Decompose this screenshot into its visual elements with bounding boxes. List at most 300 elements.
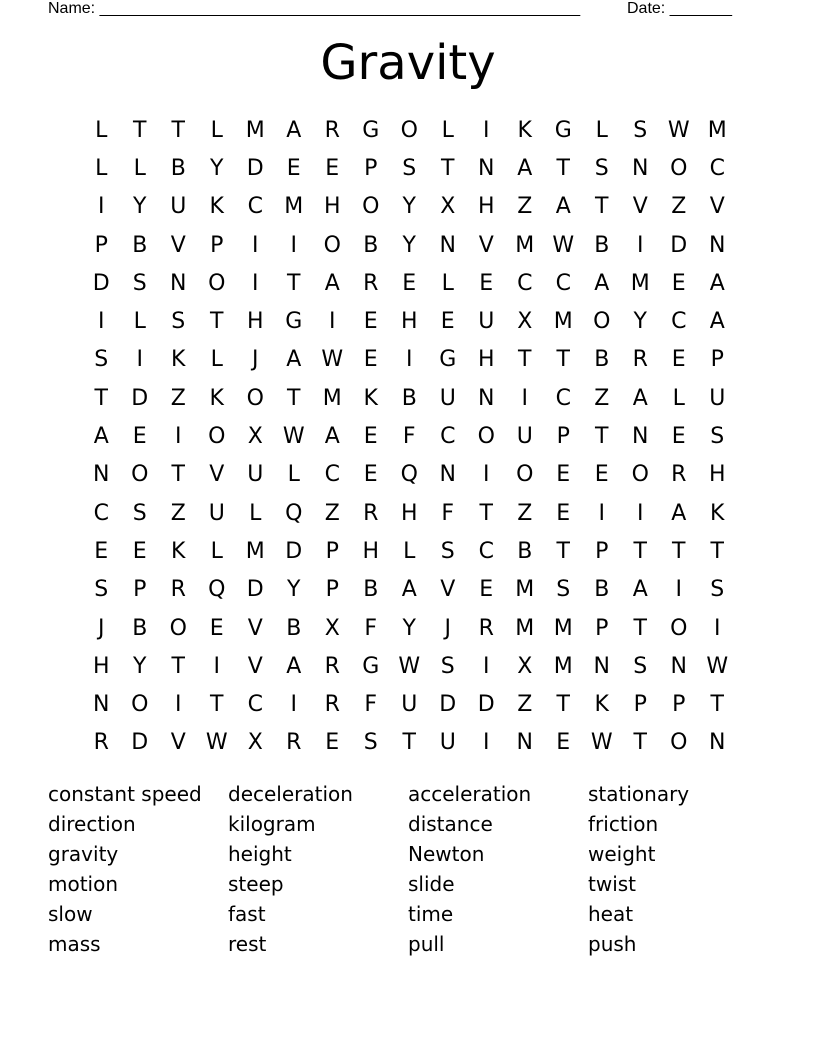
grid-letter[interactable]: M [515,615,535,641]
grid-letter[interactable]: O [631,462,649,488]
grid-letter[interactable]: H [477,194,495,220]
grid-letter[interactable]: D [285,538,303,564]
grid-letter[interactable]: H [323,194,341,220]
grid-letter[interactable]: Z [594,385,610,411]
grid-letter[interactable]: I [483,730,490,756]
grid-letter[interactable]: F [402,424,416,450]
grid-letter[interactable]: Z [517,194,533,220]
grid-letter[interactable]: H [400,309,418,335]
grid-letter[interactable]: Z [517,500,533,526]
grid-letter[interactable]: E [440,309,455,335]
grid-letter[interactable]: V [209,462,225,488]
grid-letter[interactable]: B [132,615,148,641]
grid-letter[interactable]: J [444,615,451,641]
grid-letter[interactable]: T [171,653,185,679]
grid-letter[interactable]: T [287,270,301,296]
grid-letter[interactable]: K [171,538,186,564]
grid-letter[interactable]: I [98,309,105,335]
grid-letter[interactable]: E [363,424,378,450]
grid-letter[interactable]: W [590,730,613,756]
grid-letter[interactable]: D [670,232,688,258]
grid-letter[interactable]: E [479,270,494,296]
grid-letter[interactable]: H [246,309,264,335]
grid-letter[interactable]: P [672,692,686,718]
grid-letter[interactable]: S [363,730,378,756]
grid-letter[interactable]: Q [208,577,226,603]
grid-letter[interactable]: N [632,155,649,181]
grid-letter[interactable]: D [246,155,264,181]
grid-letter[interactable]: A [286,117,302,143]
grid-letter[interactable]: Q [285,500,303,526]
grid-letter[interactable]: B [594,577,610,603]
grid-letter[interactable]: V [170,730,186,756]
grid-letter[interactable]: B [132,232,148,258]
grid-letter[interactable]: U [170,194,187,220]
grid-letter[interactable]: R [324,117,340,143]
grid-letter[interactable]: E [671,424,686,450]
grid-letter[interactable]: I [175,424,182,450]
grid-letter[interactable]: H [400,500,418,526]
word-bank-item: pull [408,932,445,956]
grid-letter[interactable]: T [210,692,224,718]
grid-letter[interactable]: B [363,232,379,258]
grid-letter[interactable]: I [406,347,413,373]
grid-letter[interactable]: Z [671,194,687,220]
grid-letter[interactable]: K [171,347,186,373]
grid-letter[interactable]: E [325,155,340,181]
grid-letter[interactable]: T [595,424,609,450]
grid-letter[interactable]: R [671,462,687,488]
grid-letter[interactable]: E [671,347,686,373]
grid-letter[interactable]: E [325,730,340,756]
grid-letter[interactable]: A [286,347,302,373]
grid-letter[interactable]: L [595,117,608,143]
grid-letter[interactable]: U [247,462,264,488]
grid-letter[interactable]: T [595,194,609,220]
grid-letter[interactable]: X [247,730,263,756]
grid-letter[interactable]: I [252,270,259,296]
grid-letter[interactable]: P [210,232,224,258]
grid-letter[interactable]: S [132,270,147,296]
grid-letter[interactable]: I [483,117,490,143]
grid-letter[interactable]: L [210,538,223,564]
grid-letter[interactable]: I [637,500,644,526]
grid-letter[interactable]: I [175,692,182,718]
grid-letter[interactable]: Z [170,500,186,526]
grid-letter[interactable]: A [324,424,340,450]
grid-letter[interactable]: L [95,117,108,143]
grid-letter[interactable]: Z [324,500,340,526]
grid-letter[interactable]: W [321,347,344,373]
grid-letter[interactable]: U [439,385,456,411]
grid-letter[interactable]: P [710,347,724,373]
grid-letter[interactable]: T [633,615,647,641]
grid-letter[interactable]: A [709,270,725,296]
grid-letter[interactable]: A [671,500,687,526]
grid-letter[interactable]: N [593,653,610,679]
grid-letter[interactable]: C [709,155,725,181]
grid-letter[interactable]: S [94,347,109,373]
grid-letter[interactable]: N [170,270,187,296]
grid-letter[interactable]: T [171,117,185,143]
grid-letter[interactable]: M [553,615,573,641]
grid-letter[interactable]: M [553,653,573,679]
grid-letter[interactable]: N [478,385,495,411]
grid-letter[interactable]: L [133,155,146,181]
grid-letter[interactable]: B [594,347,610,373]
grid-letter[interactable]: I [675,577,682,603]
grid-letter[interactable]: F [441,500,455,526]
grid-letter[interactable]: T [402,730,416,756]
grid-letter[interactable]: O [477,424,495,450]
grid-letter[interactable]: A [286,653,302,679]
grid-letter[interactable]: R [324,692,340,718]
grid-letter[interactable]: I [98,194,105,220]
grid-letter[interactable]: S [94,577,109,603]
grid-letter[interactable]: U [208,500,225,526]
grid-letter[interactable]: A [93,424,109,450]
grid-letter[interactable]: B [363,577,379,603]
grid-letter[interactable]: Z [517,692,533,718]
grid-letter[interactable]: I [290,232,297,258]
grid-letter[interactable]: I [637,232,644,258]
grid-letter[interactable]: L [133,309,146,335]
grid-letter[interactable]: T [710,692,724,718]
grid-letter[interactable]: T [171,462,185,488]
grid-letter[interactable]: M [515,232,535,258]
grid-letter[interactable]: L [672,385,685,411]
grid-letter[interactable]: D [92,270,110,296]
grid-letter[interactable]: N [670,653,687,679]
grid-letter[interactable]: U [478,309,495,335]
grid-letter[interactable]: M [284,194,304,220]
grid-letter[interactable]: T [133,117,147,143]
grid-letter[interactable]: P [325,577,339,603]
grid-letter[interactable]: D [131,730,149,756]
grid-letter[interactable]: Y [287,577,301,603]
grid-letter[interactable]: G [362,653,380,679]
grid-letter[interactable]: T [210,309,224,335]
grid-letter[interactable]: Y [133,194,147,220]
grid-letter[interactable]: Q [400,462,418,488]
grid-letter[interactable]: U [401,692,418,718]
grid-letter[interactable]: C [555,270,571,296]
grid-letter[interactable]: T [672,538,686,564]
grid-letter[interactable]: S [440,538,455,564]
grid-letter[interactable]: I [483,653,490,679]
grid-letter[interactable]: S [402,155,417,181]
grid-letter[interactable]: W [282,424,305,450]
grid-letter[interactable]: I [252,232,259,258]
grid-letter[interactable]: V [247,653,263,679]
grid-letter[interactable]: M [553,309,573,335]
grid-letter[interactable]: N [439,462,456,488]
grid-letter[interactable]: C [517,270,533,296]
grid-letter[interactable]: C [247,194,263,220]
grid-letter[interactable]: W [205,730,228,756]
grid-letter[interactable]: Y [402,194,416,220]
grid-letter[interactable]: X [517,309,533,335]
grid-letter[interactable]: O [670,730,688,756]
grid-letter[interactable]: C [324,462,340,488]
grid-letter[interactable]: E [402,270,417,296]
grid-letter[interactable]: R [363,270,379,296]
grid-letter[interactable]: T [518,347,532,373]
grid-letter[interactable]: O [362,194,380,220]
grid-letter[interactable]: M [245,117,265,143]
grid-letter[interactable]: L [210,117,223,143]
grid-letter[interactable]: E [363,462,378,488]
grid-letter[interactable]: M [707,117,727,143]
grid-letter[interactable]: K [363,385,378,411]
grid-letter[interactable]: R [632,347,648,373]
grid-letter[interactable]: X [440,194,456,220]
grid-letter[interactable]: V [170,232,186,258]
grid-letter[interactable]: I [483,462,490,488]
grid-letter[interactable]: D [439,692,457,718]
grid-letter[interactable]: S [594,155,609,181]
name-field-label[interactable]: Name: ______________________________________________________ [48,0,581,17]
grid-letter[interactable]: Y [210,155,224,181]
grid-letter[interactable]: O [516,462,534,488]
grid-letter[interactable]: A [517,155,533,181]
grid-letter[interactable]: P [325,538,339,564]
grid-letter[interactable]: V [247,615,263,641]
grid-letter[interactable]: E [556,462,571,488]
grid-letter[interactable]: M [515,577,535,603]
grid-letter[interactable]: A [632,577,648,603]
grid-letter[interactable]: E [363,347,378,373]
grid-letter[interactable]: A [401,577,417,603]
grid-letter[interactable]: U [439,730,456,756]
grid-letter[interactable]: W [667,117,690,143]
grid-letter[interactable]: A [709,309,725,335]
grid-letter[interactable]: D [477,692,495,718]
grid-letter[interactable]: K [209,385,224,411]
word-bank-item: rest [228,932,267,956]
grid-letter[interactable]: B [170,155,186,181]
grid-letter[interactable]: E [594,462,609,488]
grid-letter[interactable]: M [630,270,650,296]
grid-letter[interactable]: W [552,232,575,258]
grid-letter[interactable]: B [517,538,533,564]
grid-letter[interactable]: O [131,462,149,488]
word-bank-item: steep [228,872,284,896]
grid-letter[interactable]: I [329,309,336,335]
grid-letter[interactable]: J [98,615,105,641]
grid-letter[interactable]: S [440,653,455,679]
word-bank-item: push [588,932,637,956]
grid-letter[interactable]: N [632,424,649,450]
grid-letter[interactable]: T [287,385,301,411]
grid-letter[interactable]: S [710,424,725,450]
grid-letter[interactable]: N [93,692,110,718]
grid-letter[interactable]: O [670,615,688,641]
grid-letter[interactable]: T [710,538,724,564]
grid-letter[interactable]: G [362,117,380,143]
grid-letter[interactable]: O [246,385,264,411]
grid-letter[interactable]: Y [633,309,647,335]
grid-letter[interactable]: Z [170,385,186,411]
grid-letter[interactable]: O [131,692,149,718]
grid-letter[interactable]: Y [402,615,416,641]
grid-letter[interactable]: R [93,730,109,756]
grid-letter[interactable]: O [323,232,341,258]
grid-letter[interactable]: C [555,385,571,411]
grid-letter[interactable]: F [364,692,378,718]
grid-letter[interactable]: O [169,615,187,641]
grid-letter[interactable]: S [132,500,147,526]
grid-letter[interactable]: E [556,500,571,526]
grid-letter[interactable]: E [132,424,147,450]
grid-letter[interactable]: I [136,347,143,373]
grid-letter[interactable]: O [670,155,688,181]
grid-letter[interactable]: O [208,424,226,450]
grid-letter[interactable]: K [209,194,224,220]
grid-letter[interactable]: D [131,385,149,411]
grid-letter[interactable]: S [633,117,648,143]
grid-letter[interactable]: H [92,653,110,679]
grid-letter[interactable]: O [593,309,611,335]
grid-letter[interactable]: L [287,462,300,488]
grid-letter[interactable]: V [478,232,494,258]
grid-letter[interactable]: S [171,309,186,335]
word-bank-item: slow [48,902,93,926]
grid-letter[interactable]: A [594,270,610,296]
grid-letter[interactable]: N [93,462,110,488]
grid-letter[interactable]: T [556,347,570,373]
grid-letter[interactable]: I [213,653,220,679]
grid-letter[interactable]: E [132,538,147,564]
grid-letter[interactable]: A [632,385,648,411]
grid-letter[interactable]: Y [133,653,147,679]
grid-letter[interactable]: T [556,155,570,181]
grid-letter[interactable]: L [210,347,223,373]
grid-letter[interactable]: T [556,538,570,564]
grid-letter[interactable]: C [478,538,494,564]
grid-letter[interactable]: S [710,577,725,603]
grid-letter[interactable]: B [594,232,610,258]
grid-letter[interactable]: I [521,385,528,411]
grid-letter[interactable]: M [245,538,265,564]
grid-letter[interactable]: X [247,424,263,450]
date-field-label[interactable]: Date: _______ [627,0,732,17]
grid-letter[interactable]: C [671,309,687,335]
grid-letter[interactable]: A [555,194,571,220]
grid-letter[interactable]: M [322,385,342,411]
grid-letter[interactable]: K [594,692,609,718]
grid-letter[interactable]: T [479,500,493,526]
grid-letter[interactable]: U [516,424,533,450]
grid-letter[interactable]: B [401,385,417,411]
grid-letter[interactable]: L [441,117,454,143]
grid-letter[interactable]: J [252,347,259,373]
grid-letter[interactable]: R [324,653,340,679]
grid-letter[interactable]: V [440,577,456,603]
grid-letter[interactable]: E [209,615,224,641]
grid-letter[interactable]: L [95,155,108,181]
grid-letter[interactable]: T [633,538,647,564]
grid-letter[interactable]: X [517,653,533,679]
grid-letter[interactable]: U [709,385,726,411]
grid-letter[interactable]: K [517,117,532,143]
grid-letter[interactable]: G [554,117,572,143]
grid-letter[interactable]: E [286,155,301,181]
grid-letter[interactable]: H [477,347,495,373]
grid-letter[interactable]: S [556,577,571,603]
word-bank-item: deceleration [228,782,353,806]
grid-letter[interactable]: V [709,194,725,220]
grid-letter[interactable]: N [516,730,533,756]
grid-letter[interactable]: R [478,615,494,641]
grid-letter[interactable]: N [439,232,456,258]
grid-letter[interactable]: P [133,577,147,603]
grid-letter[interactable]: E [556,730,571,756]
grid-letter[interactable]: P [595,615,609,641]
grid-letter[interactable]: W [398,653,421,679]
grid-letter[interactable]: C [247,692,263,718]
grid-letter[interactable]: F [364,615,378,641]
grid-letter[interactable]: P [633,692,647,718]
grid-letter[interactable]: G [439,347,457,373]
grid-letter[interactable]: K [710,500,725,526]
grid-letter[interactable]: T [633,730,647,756]
word-bank-item: fast [228,902,266,926]
grid-letter[interactable]: W [706,653,729,679]
grid-letter[interactable]: L [403,538,416,564]
grid-letter[interactable]: Y [402,232,416,258]
grid-letter[interactable]: R [286,730,302,756]
grid-letter[interactable]: X [324,615,340,641]
grid-letter[interactable]: O [400,117,418,143]
grid-letter[interactable]: V [632,194,648,220]
grid-letter[interactable]: P [595,538,609,564]
grid-letter[interactable]: S [633,653,648,679]
grid-letter[interactable]: E [479,577,494,603]
grid-letter[interactable]: T [94,385,108,411]
grid-letter[interactable]: D [246,577,264,603]
grid-letter[interactable]: N [478,155,495,181]
grid-letter[interactable]: T [441,155,455,181]
grid-letter[interactable]: I [290,692,297,718]
grid-letter[interactable]: P [94,232,108,258]
grid-letter[interactable]: E [363,309,378,335]
grid-letter[interactable]: N [709,232,726,258]
word-bank-item: weight [588,842,656,866]
grid-letter[interactable]: L [249,500,262,526]
grid-letter[interactable]: T [556,692,570,718]
grid-letter[interactable]: G [285,309,303,335]
grid-letter[interactable]: A [324,270,340,296]
grid-letter[interactable]: C [93,500,109,526]
grid-letter[interactable]: H [708,462,726,488]
grid-letter[interactable]: E [671,270,686,296]
grid-letter[interactable]: I [714,615,721,641]
word-bank-item: twist [588,872,637,896]
grid-letter[interactable]: B [286,615,302,641]
grid-letter[interactable]: L [441,270,454,296]
grid-letter[interactable]: R [363,500,379,526]
grid-letter[interactable]: I [598,500,605,526]
grid-letter[interactable]: R [170,577,186,603]
grid-letter[interactable]: E [94,538,109,564]
grid-letter[interactable]: P [364,155,378,181]
grid-letter[interactable]: C [440,424,456,450]
grid-letter[interactable]: N [709,730,726,756]
grid-letter[interactable]: H [362,538,380,564]
grid-letter[interactable]: O [208,270,226,296]
grid-letter[interactable]: P [556,424,570,450]
